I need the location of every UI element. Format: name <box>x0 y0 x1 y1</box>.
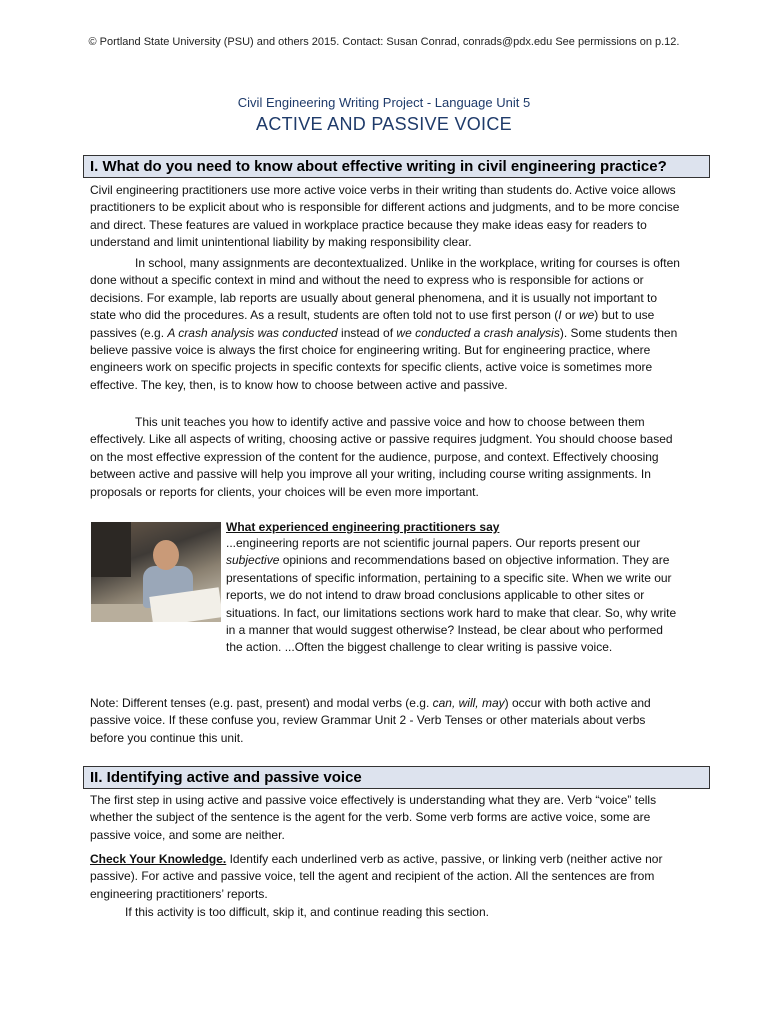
quote-heading: What experienced engineering practitioners say <box>226 520 500 534</box>
section-2-paragraph-1: The first step in using active and passive voice effectively is understanding what they are. Verb “voice” tells whether the subject of the sentence is the agent for the verb. Some verb forms are active voice, some are passive voice, and some are neither. <box>90 793 657 842</box>
project-title: Civil Engineering Writing Project - Language Unit 5 <box>237 95 531 110</box>
quote-text: ...engineering reports are not scientific journal papers. Our reports present our subjective opinions and recommendations based on objective information. They are presentations of specific information, pertaining to a specific site. When we write our reports, we do not intend to draw broad conclusions applicable to other sites or situations. In fact, our limitations sections work hard to make that clear. So, why write in a manner that would suggest otherwise? Instead, be clear about who performed the action. ...Often the biggest challenge to clear writing is passive voice. <box>226 536 677 655</box>
skip-instruction: If this activity is too difficult, skip it, and continue reading this section. <box>125 905 489 919</box>
main-title: ACTIVE AND PASSIVE VOICE <box>256 114 512 134</box>
practitioner-quote <box>226 520 682 657</box>
section-1-paragraph-1: Civil engineering practitioners use more active voice verbs in their writing than students do. Active voice allows practitioners to be explicit about who is responsible for different actions and judgments, and to be more concise and direct. These features are valued in workplace practice because they make ideas easy for readers to understand and limit unintentional liability by making responsibility clear. <box>90 183 680 250</box>
section-1-paragraph-3: This unit teaches you how to identify active and passive voice and how to choose between them effectively. Like all aspects of writing, choosing active or passive requires judgment. You should choose based on the most effective expression of the content for the audience, purpose, and context. Effectively choosing between active and passive will help you improve all your writing, including course writing assignments. In proposals or reports for clients, your choices will be even more important. <box>90 415 673 499</box>
check-your-knowledge-label: Check Your Knowledge. <box>90 852 227 866</box>
engineer-at-desk-photo <box>91 522 221 622</box>
check-your-knowledge-paragraph: Check Your Knowledge. Identify each underlined verb as active, passive, or linking verb (neither active nor passive). For active and passive voice, tell the agent and recipient of the action. All the sentences are from engineering practitioners’ reports. <box>90 852 663 901</box>
copyright-line: © Portland State University (PSU) and others 2015. Contact: Susan Conrad, conrads@pdx.edu See permissions on p.12. <box>88 36 680 48</box>
section-2-heading: II. Identifying active and passive voice <box>83 766 710 789</box>
section-1-heading: I. What do you need to know about effective writing in civil engineering practice? <box>83 155 710 178</box>
section-1-paragraph-2: In school, many assignments are decontextualized. Unlike in the workplace, writing for courses is often done without a specific context in mind and without the need to express who is responsible for actions or decisions. For example, lab reports are usually about general phenomena, and it is usually not important to state who did the procedures. As a result, students are often told not to use first person (I or we) but to use passives (e.g. A crash analysis was conducted instead of we conducted a crash analysis). Some students then believe passive voice is always the first choice for engineering writing. But for engineering practice, where engineers work on specific projects in specific contexts for specific clients, active voice is sometimes more effective. The key, then, is to know how to choose between active and passive. <box>90 256 680 392</box>
note-paragraph: Note: Different tenses (e.g. past, present) and modal verbs (e.g. can, will, may) occur with both active and passive voice. If these confuse you, review Grammar Unit 2 - Verb Tenses or other materials about verbs before you continue this unit. <box>90 696 651 745</box>
